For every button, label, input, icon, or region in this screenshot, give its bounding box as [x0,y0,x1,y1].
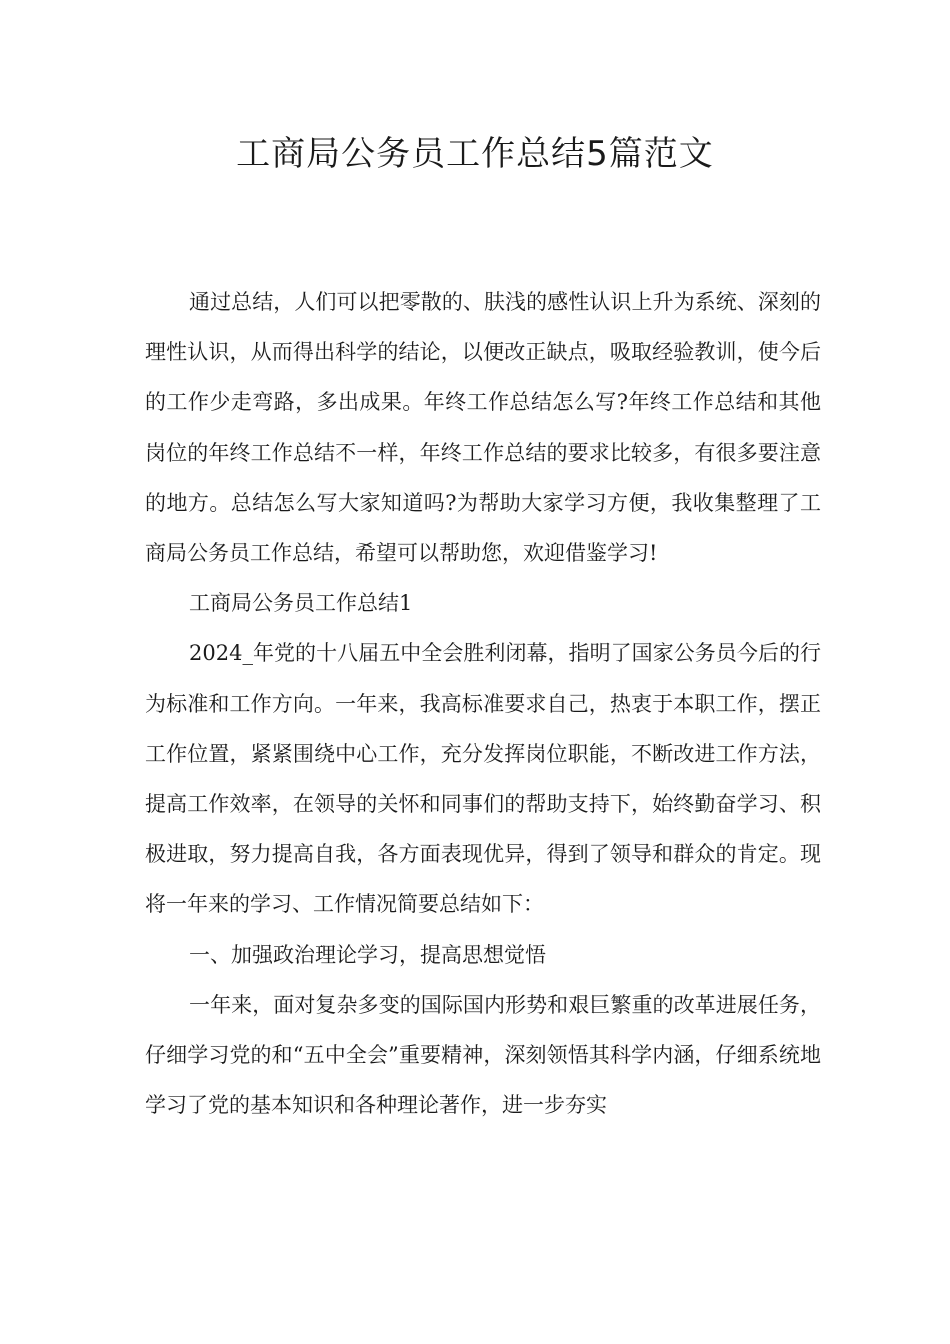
document-body [145,277,821,1130]
subsection-heading: 一、加强政治理论学习，提高思想觉悟 [189,942,546,967]
body-paragraph: 一年来，面对复杂多变的国际国内形势和艰巨繁重的改革进展任务，仔细学习党的和“五中全会”重要精神，深刻领悟其科学内涵，仔细系统地学习了党的基本知识和各种理论著作，进一步夯实 [145,992,821,1118]
body-paragraph: 2024_年党的十八届五中全会胜利闭幕，指明了国家公务员今后的行为标准和工作方向。一年来，我高标准要求自己，热衷于本职工作，摆正工作位置，紧紧围绕中心工作，充分发挥岗位职能，不断改进工作方法，提高工作效率，在领导的关怀和同事们的帮助支持下，始终勤奋学习、积极进取，努力提高自我，各方面表现优异，得到了领导和群众的肯定。现将一年来的学习、工作情况简要总结如下： [145,641,821,917]
section-heading-summary-1: 工商局公务员工作总结1 [189,591,413,616]
document-title: 工商局公务员工作总结5篇范文 [236,134,714,174]
intro-paragraph: 通过总结，人们可以把零散的、肤浅的感性认识上升为系统、深刻的理性认识，从而得出科学的结论，以便改正缺点，吸取经验教训，使今后的工作少走弯路，多出成果。年终工作总结怎么写?年终工作总结和其他岗位的年终工作总结不一样，年终工作总结的要求比较多，有很多要注意的地方。总结怎么写大家知道吗?为帮助大家学习方便，我收集整理了工商局公务员工作总结，希望可以帮助您，欢迎借鉴学习! [145,290,821,566]
